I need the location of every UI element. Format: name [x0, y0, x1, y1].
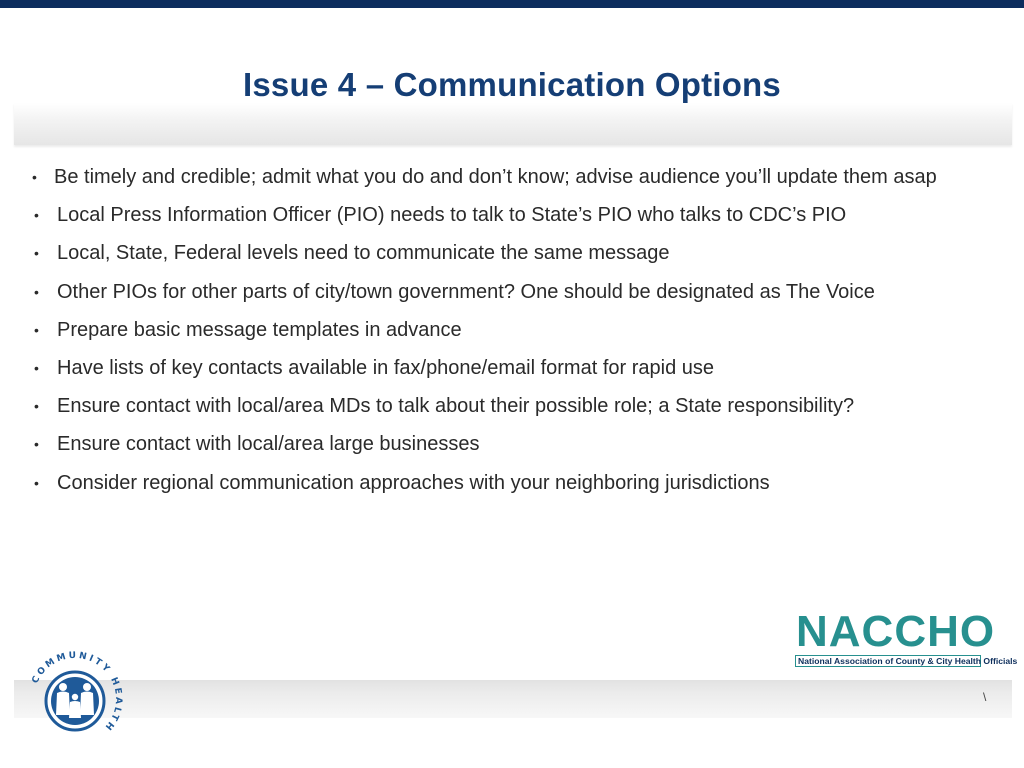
slide-title: Issue 4 – Communication Options: [243, 66, 781, 103]
bullet-item: [28, 425, 978, 463]
naccho-full-name: National Association of County & City Health Officials: [795, 655, 981, 667]
naccho-logo: [795, 607, 1018, 667]
bullet-item: [28, 349, 978, 387]
naccho-wordmark: NACCHO: [796, 607, 996, 656]
bullet-text: Other PIOs for other parts of city/town government? One should be designated as The Voice: [57, 280, 875, 303]
footer-band: [14, 680, 1012, 718]
bullet-text: Prepare basic message templates in advance: [57, 318, 462, 341]
bullet-item: [28, 311, 978, 349]
bullet-dot-icon: •: [34, 436, 39, 453]
logo-ring-text: COMMUNITY HEALTH: [30, 651, 123, 734]
bullet-item: [28, 273, 978, 311]
bullet-dot-icon: •: [34, 474, 39, 491]
bullet-text: Local Press Information Officer (PIO) needs to talk to State’s PIO who talks to CDC’s PIO: [57, 204, 847, 227]
bullet-dot-icon: •: [34, 245, 39, 262]
bullet-text: Be timely and credible; admit what you do and don’t know; advise audience you’ll update them asap: [54, 166, 937, 188]
bullet-item: [28, 196, 978, 234]
bullet-dot-icon: •: [34, 360, 39, 377]
bullet-item: [28, 387, 978, 425]
bullet-item: [28, 464, 978, 502]
bullet-dot-icon: •: [34, 321, 39, 338]
bullet-text: Ensure contact with local/area large businesses: [57, 433, 480, 456]
bullet-text: Consider regional communication approaches with your neighboring jurisdictions: [57, 471, 770, 494]
bullet-item: [28, 234, 978, 272]
footer-mark: \: [983, 690, 987, 704]
bullet-item: [28, 158, 978, 196]
title-underline-band: [14, 103, 1012, 145]
bullet-text: Local, State, Federal levels need to communicate the same message: [57, 242, 670, 265]
bullet-dot-icon: •: [34, 283, 39, 300]
community-health-logo: [27, 651, 123, 747]
bullet-dot-icon: •: [34, 207, 39, 224]
bullet-dot-icon: •: [32, 169, 37, 185]
top-accent-bar: [0, 0, 1024, 8]
bullet-list: [28, 158, 978, 502]
bullet-text: Have lists of key contacts available in fax/phone/email format for rapid use: [57, 357, 714, 380]
bullet-text: Ensure contact with local/area MDs to talk about their possible role; a State responsibility?: [57, 395, 855, 418]
bullet-dot-icon: •: [34, 398, 39, 415]
